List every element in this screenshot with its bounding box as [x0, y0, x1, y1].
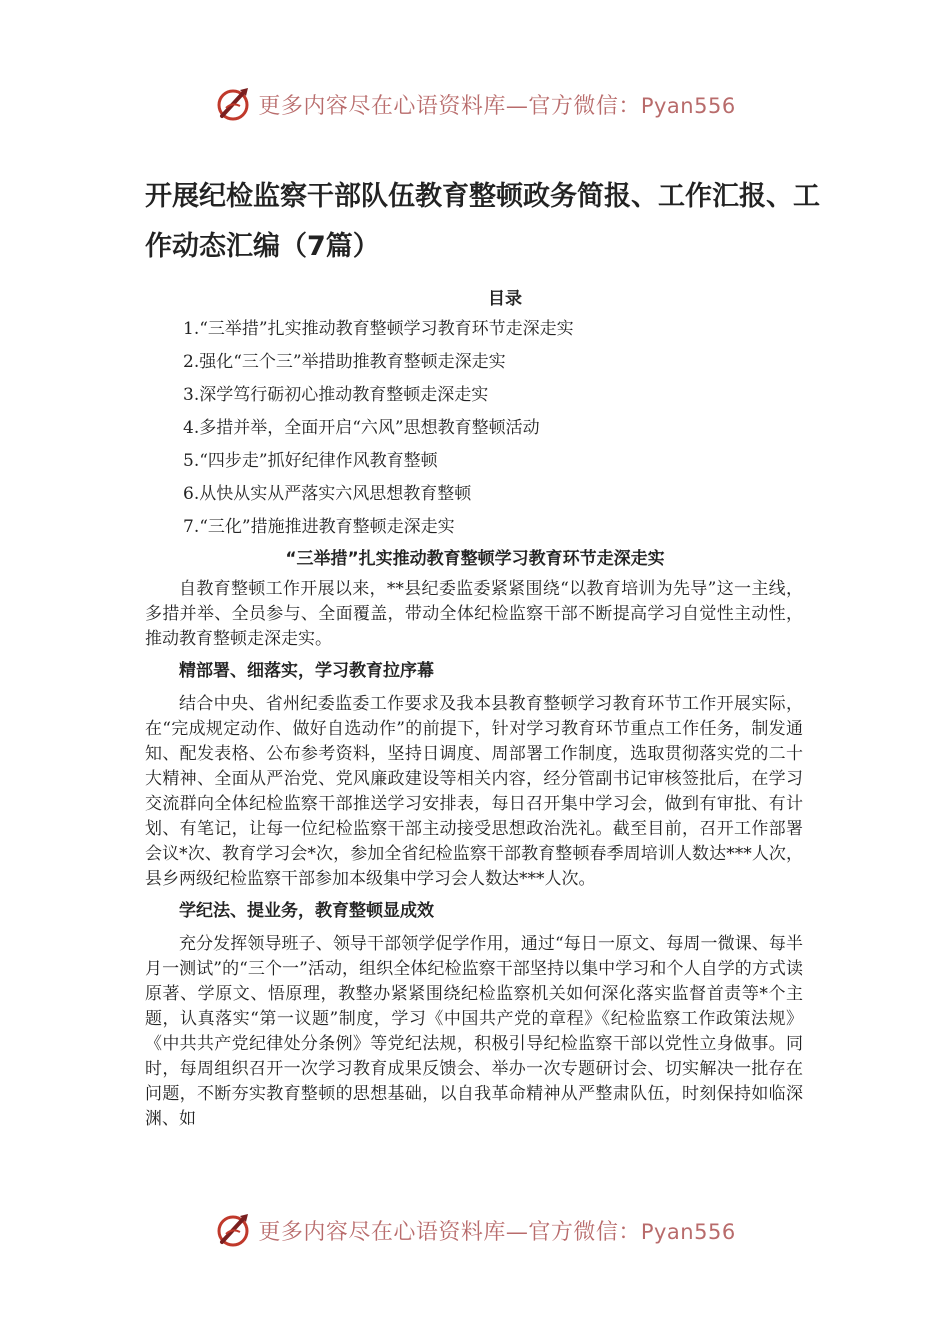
banner-label: 更多内容尽在心语资料库—官方微信：	[258, 1219, 641, 1245]
wechat-id: Pyan556	[640, 93, 736, 118]
subheading-2: 学纪法、提业务，教育整顿显成效	[179, 901, 434, 921]
toc-item: 5.“四步走”抓好纪律作风教育整顿	[183, 451, 438, 471]
wechat-id: Pyan556	[640, 1219, 736, 1244]
document-body	[145, 577, 803, 1132]
header-banner	[0, 82, 950, 126]
toc-item: 3.深学笃行砺初心推动教育整顿走深走实	[183, 385, 489, 405]
intro-paragraph: 自教育整顿工作开展以来，**县纪委监委紧紧围绕“以教育培训为先导”这一主线，多措并举、全员参与、全面覆盖，带动全体纪检监察干部不断提高学习自觉性主动性，推动教育整顿走深走实。	[145, 579, 803, 649]
toc-item: 2.强化“三个三”举措助推教育整顿走深走实	[183, 352, 506, 372]
footer-banner	[0, 1208, 950, 1252]
toc-item: 4.多措并举，全面开启“六风”思想教育整顿活动	[183, 418, 540, 438]
pen-logo-icon	[214, 1210, 254, 1250]
paragraph-1: 结合中央、省州纪委监委工作要求及我本县教育整顿学习教育环节工作开展实际，在“完成规定动作、做好自选动作”的前提下，针对学习教育环节重点工作任务，制发通知、配发表格、公布参考资料，坚持日调度、周部署工作制度，选取贯彻落实党的二十大精神、全面从严治党、党风廉政建设等相关内容，经分管副书记审核签批后，在学习交流群向全体纪检监察干部推送学习安排表，每日召开集中学习会，做到有审批、有计划、有笔记，让每一位纪检监察干部主动接受思想政治洗礼。截至目前，召开工作部署会议*次、教育学习会*次，参加全省纪检监察干部教育整顿春季周培训人数达***人次，县乡两级纪检监察干部参加本级集中学习会人数达***人次。	[145, 694, 803, 889]
banner-text	[258, 89, 735, 120]
paragraph-2: 充分发挥领导班子、领导干部领学促学作用，通过“每日一原文、每周一微课、每半月一测试”的“三个一”活动，组织全体纪检监察干部坚持以集中学习和个人自学的方式读原著、学原文、悟原理，教整办紧紧围绕纪检监察机关如何深化落实监督首责等*个主题，认真落实“第一议题”制度，学习《中国共产党的章程》《纪检监察工作政策法规》《中共共产党纪律处分条例》等党纪法规，积极引导纪检监察干部以党性立身做事。同时，每周组织召开一次学习教育成果反馈会、举办一次专题研讨会、切实解决一批存在问题，不断夯实教育整顿的思想基础，以自我革命精神从严整肃队伍，时刻保持如临深渊、如	[145, 934, 803, 1129]
table-of-contents	[183, 313, 574, 544]
toc-heading: 目录	[488, 289, 522, 309]
pen-logo-icon	[214, 84, 254, 124]
banner-text	[258, 1215, 735, 1246]
toc-item: 1.“三举措”扎实推动教育整顿学习教育环节走深走实	[183, 319, 574, 339]
toc-item: 6.从快从实从严落实六风思想教育整顿	[183, 484, 472, 504]
subheading-1: 精部署、细落实，学习教育拉序幕	[179, 661, 434, 681]
section-title: “三举措”扎实推动教育整顿学习教育环节走深走实	[285, 549, 665, 569]
toc-item: 7.“三化”措施推进教育整顿走深走实	[183, 517, 455, 537]
document-title: 开展纪检监察干部队伍教育整顿政务简报、工作汇报、工作动态汇编（7篇）	[145, 181, 820, 262]
banner-label: 更多内容尽在心语资料库—官方微信：	[258, 93, 641, 119]
